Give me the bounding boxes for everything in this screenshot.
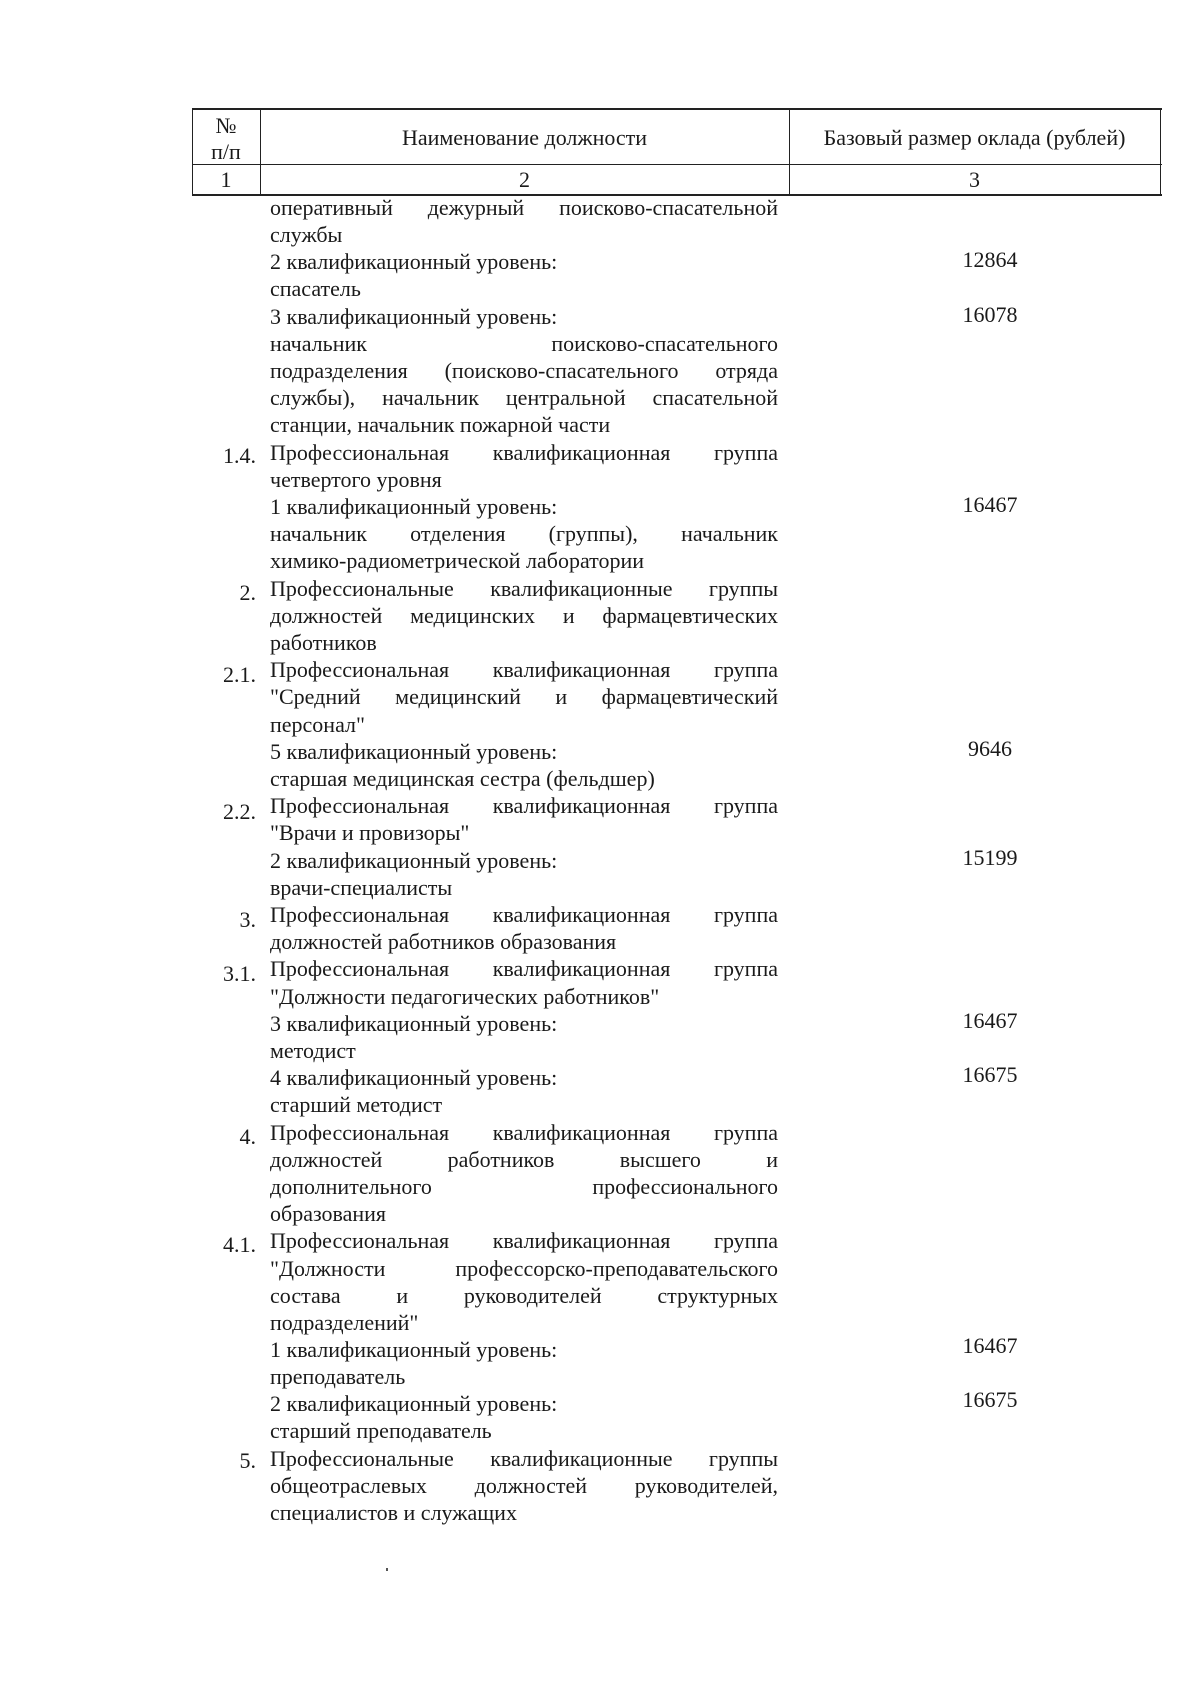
group-title-line: подразделений" (270, 1310, 419, 1335)
header-base-salary: Базовый размер оклада (рублей) (823, 125, 1126, 150)
group-title-line: "Средний медицинский и фармацевтический (270, 684, 778, 709)
header-number-abbr: п/п (211, 139, 241, 164)
row-number: 4. (239, 1124, 256, 1149)
position-text-line: службы (270, 222, 343, 247)
position-text-line: 2 квалификационный уровень: (270, 1391, 558, 1416)
salary-value: 16467 (962, 1333, 1018, 1358)
position-text-line: 4 квалификационный уровень: (270, 1065, 558, 1090)
group-title-line: "Должности педагогических работников" (270, 984, 660, 1009)
group-title-line: дополнительного профессионального (270, 1174, 778, 1199)
position-text-line: начальник отделения (группы), начальник (270, 521, 778, 546)
position-text-line: методист (270, 1038, 356, 1063)
scan-speck (386, 1568, 388, 1571)
table-header-divider (192, 164, 1162, 165)
group-title-line: должностей работников образования (270, 929, 617, 954)
group-title-line: общеотраслевых должностей руководителей, (270, 1473, 778, 1498)
group-title-line: четвертого уровня (270, 467, 442, 492)
position-text-line: старший методист (270, 1092, 443, 1117)
position-text-line: оперативный дежурный поисково-спасательной (270, 195, 778, 220)
group-title-line: специалистов и служащих (270, 1500, 517, 1525)
position-text-line: старший преподаватель (270, 1418, 492, 1443)
header-column-index-3: 3 (969, 167, 980, 192)
header-position-name: Наименование должности (401, 125, 648, 150)
position-text-line: начальник поисково-спасательного (270, 331, 778, 356)
position-text-line: 2 квалификационный уровень: (270, 848, 558, 873)
position-text-line: станции, начальник пожарной части (270, 412, 611, 437)
group-title-line: "Должности профессорско-преподавательского (270, 1256, 778, 1281)
group-title-line: Профессиональная квалификационная группа (270, 793, 778, 818)
group-title-line: должностей медицинских и фармацевтических (270, 603, 778, 628)
table-border-right (1160, 110, 1161, 194)
salary-value: 16675 (962, 1387, 1018, 1412)
group-title-line: персонал" (270, 712, 365, 737)
row-number: 1.4. (223, 443, 256, 468)
salary-value: 12864 (962, 247, 1018, 272)
salary-value: 16467 (962, 1008, 1018, 1033)
group-title-line: Профессиональная квалификационная группа (270, 1228, 778, 1253)
salary-value: 16078 (962, 302, 1018, 327)
table-header (192, 108, 1162, 196)
position-text-line: спасатель (270, 276, 361, 301)
group-title-line: образования (270, 1201, 387, 1226)
group-title-line: "Врачи и провизоры" (270, 820, 470, 845)
group-title-line: Профессиональная квалификационная группа (270, 956, 778, 981)
position-text-line: службы), начальник центральной спасательной (270, 385, 778, 410)
position-text-line: 1 квалификационный уровень: (270, 1337, 558, 1362)
position-text-line: преподаватель (270, 1364, 406, 1389)
group-title-line: Профессиональная квалификационная группа (270, 657, 778, 682)
row-number: 4.1. (223, 1232, 256, 1257)
salary-value: 16675 (962, 1062, 1018, 1087)
position-text-line: врачи-специалисты (270, 875, 453, 900)
position-text-line: 1 квалификационный уровень: (270, 494, 558, 519)
position-text-line: старшая медицинская сестра (фельдшер) (270, 766, 655, 791)
group-title-line: Профессиональные квалификационные группы (270, 1446, 778, 1471)
group-title-line: Профессиональная квалификационная группа (270, 1120, 778, 1145)
group-title-line: состава и руководителей структурных (270, 1283, 778, 1308)
group-title-line: Профессиональная квалификационная группа (270, 440, 778, 465)
header-column-index-2: 2 (519, 167, 530, 192)
row-number: 5. (239, 1448, 256, 1473)
group-title-line: Профессиональная квалификационная группа (270, 902, 778, 927)
position-text-line: 3 квалификационный уровень: (270, 304, 558, 329)
position-text-line: химико-радиометрической лаборатории (270, 548, 645, 573)
row-number: 2.1. (223, 662, 256, 687)
salary-value: 16467 (962, 492, 1018, 517)
row-number: 3.1. (223, 961, 256, 986)
group-title-line: должностей работников высшего и (270, 1147, 778, 1172)
group-title-line: Профессиональные квалификационные группы (270, 576, 778, 601)
row-number: 3. (239, 907, 256, 932)
header-number-column (192, 113, 260, 165)
row-number: 2. (239, 580, 256, 605)
position-text-line: подразделения (поисково-спасательного отряда (270, 358, 778, 383)
header-number-symbol: № (215, 113, 237, 138)
salary-value: 15199 (962, 845, 1018, 870)
group-title-line: работников (270, 630, 377, 655)
position-text-line: 2 квалификационный уровень: (270, 249, 558, 274)
header-column-index-1: 1 (220, 167, 232, 192)
position-text-line: 5 квалификационный уровень: (270, 739, 558, 764)
position-text-line: 3 квалификационный уровень: (270, 1011, 558, 1036)
salary-value: 9646 (968, 736, 1012, 761)
row-number: 2.2. (223, 799, 256, 824)
